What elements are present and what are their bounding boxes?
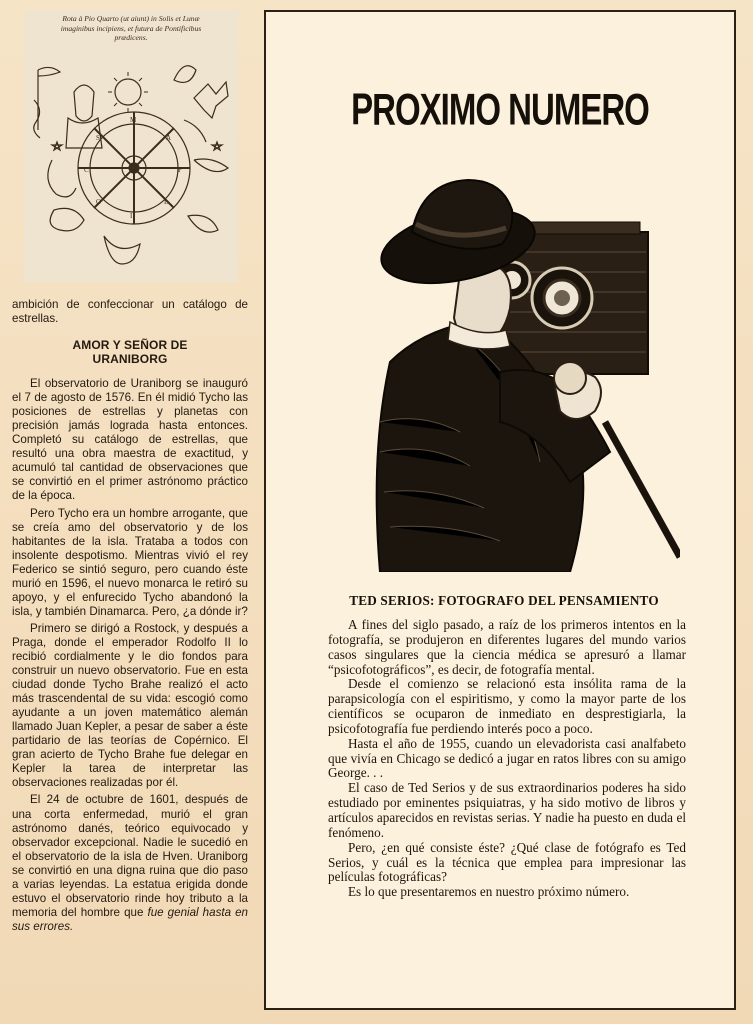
article-body (328, 618, 686, 900)
paragraph-death (12, 793, 248, 933)
wheel-engraving-illustration (24, 10, 238, 282)
intro-paragraph: ambición de confeccionar un catálogo de estrellas. (12, 298, 248, 326)
svg-text:M: M (130, 116, 137, 124)
engraving-drawing (24, 40, 238, 280)
paragraph-uraniborg: El observatorio de Uraniborg se inauguró el 7 de agosto de 1576. En él midió Tycho las posiciones de estrellas y planetas con precisión jamás lograda hasta entonces. Completó su catálogo de estrellas, que resultó una obra maestra de exactitud, y acumuló tal cantidad de observaciones que se convirtió en el primer astrónomo práctico de la época. (12, 377, 248, 503)
engraving-caption-line-2: imaginibus incipiens, et futura de Pontificibus (60, 23, 202, 33)
paragraph-death-italic: fue genial hasta en sus errores. (12, 905, 249, 933)
svg-text:O: O (96, 198, 102, 206)
left-column-text (12, 298, 248, 937)
svg-text:S: S (96, 134, 100, 142)
article-paragraph-2: Desde el comienzo se relacionó esta insólita rama de la parapsicología con el espiritismo, y como la mayor parte de los científicos se ocuparon de inmediato en desprestigiarla, la psicofotografía fue perdiendo interés poco a poco. (328, 676, 686, 736)
section-heading (12, 338, 248, 366)
photographer-camera-illustration (350, 172, 680, 572)
engraving-caption (24, 14, 238, 43)
article-title: TED SERIOS: FOTOGRAFO DEL PENSAMIENTO (349, 593, 659, 608)
article-paragraph-1: A fines del siglo pasado, a raíz de los primeros intentos en la fotografía, se produjeron en diferentes lugares del mundo varios casos singulares que la ciencia médica se apresuró a llamar “psicofotográficos”, es decir, de fotografía mental. (328, 617, 686, 677)
svg-text:C: C (84, 166, 89, 174)
svg-text:P: P (178, 166, 182, 174)
panel-headline: PROXIMO NUMERO (351, 84, 649, 134)
section-heading-line-1: AMOR Y SEÑOR DE (72, 338, 188, 353)
article-paragraph-5: Pero, ¿en qué consiste éste? ¿Qué clase de fotógrafo es Ted Serios, y cuál es la técnica que emplea para impresionar las películas fotográficas? (328, 839, 686, 885)
paragraph-prague: Primero se dirigó a Rostock, y después a Praga, donde el emperador Rodolfo II lo recibió cordialmente y le dio fondos para construir un nuevo observatorio. Fue en esta ciudad donde Tycho Brahe realizó el acto más trascendental de su vida: escogió como ayudante a un joven matemático alemán llamado Juan Kepler, a pesar de saber a éste partidario de las teorías de Copérnico. El gran acierto de Tycho Brahe fue delegar en Kepler la tarea de interpretar las observaciones realizadas por él. (12, 621, 248, 790)
svg-text:L: L (164, 198, 169, 206)
article-paragraph-3: Hasta el año de 1955, cuando un elevadorista casi analfabeto que vivía en Chicago se dedicó a jugar en ratos libres con su amigo George. . . (328, 735, 686, 781)
article-paragraph-6: Es lo que presentaremos en nuestro próximo número. (348, 884, 630, 900)
svg-text:I: I (130, 212, 133, 220)
left-column (12, 6, 248, 1018)
next-issue-panel (264, 10, 736, 1010)
paragraph-death-text: El 24 de octubre de 1601, después de una corta enfermedad, murió el gran astrónomo danés, teórico equivocado y observador excepcional. Nadie le sucedió en el observatorio de la isla de Hven. Uraniborg se convirtió en una digna ruina que dio paso a varias leyendas. La estatua erigida donde estuvo el observatorio rinde hoy tributo a la memoria del hombre que (12, 793, 248, 919)
svg-text:A: A (166, 134, 172, 142)
paragraph-arrogance: Pero Tycho era un hombre arrogante, que se creía amo del observatorio y de los habitantes de la isla. Trataba a todos con insolente despotismo. Mientras vivió el rey Federico se sintió seguro, pero cuando éste murió en 1596, el nuevo monarca le retiró su apoyo, y el enfurecido Tycho abandonó la isla, y también Dinamarca. Pero, ¿a dónde ir? (12, 506, 248, 618)
article-paragraph-4: El caso de Ted Serios y de sus extraordinarios poderes ha sido estudiado por eminentes psiquiatras, y ha sido motivo de libros y artículos aparecidos en revistas serias. Y nadie ha puesto en duda el fenómeno. (328, 780, 686, 840)
engraving-caption-line-3: prædicens. (114, 33, 148, 42)
engraving-caption-line-1: Rota à Pio Quarto (ut aiunt) in Solis et Lunæ (62, 14, 200, 23)
section-heading-line-2: URANIBORG (92, 352, 168, 367)
